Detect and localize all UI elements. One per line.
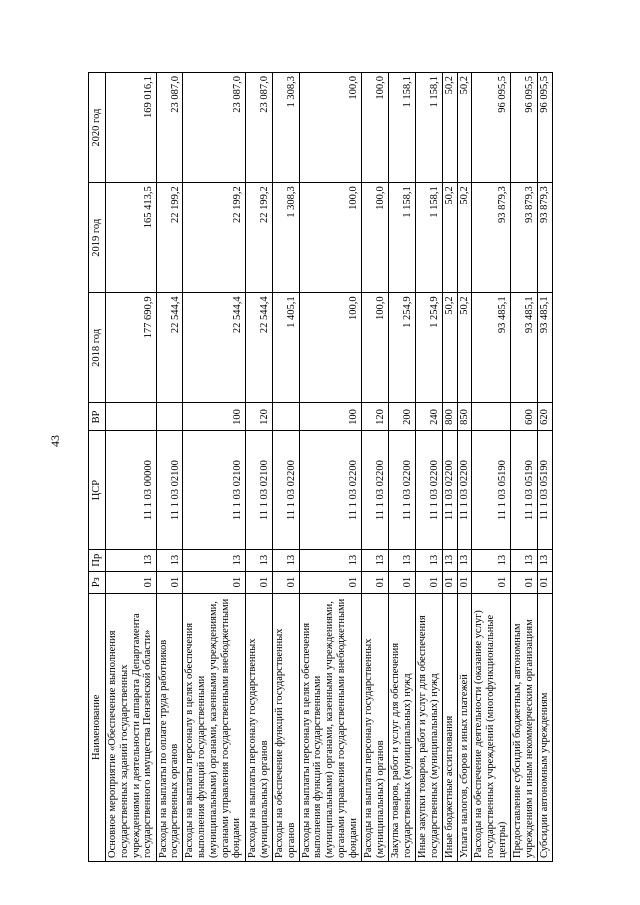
row-name-cell: Закупка товаров, работ и услуг для обеспечения государственных (муниципальных) нужд bbox=[388, 593, 415, 861]
table-row bbox=[415, 73, 442, 862]
row-name-cell: Предоставление субсидий бюджетным, автономным учреждениям и иным некоммерческим организациям bbox=[511, 593, 538, 861]
row-pr-cell: 13 bbox=[472, 549, 511, 571]
row-2018-cell: 22 544,4 bbox=[183, 293, 246, 403]
row-pr-cell: 13 bbox=[245, 549, 272, 571]
table-row bbox=[362, 73, 389, 862]
row-csr-cell: 11 1 03 02200 bbox=[415, 431, 442, 549]
row-name-cell: Основное мероприятие «Обеспечение выполнения государственных заданий государственных учреждениями и деятельности аппарата Департамента государственного имущества Пензенской области» bbox=[106, 593, 157, 861]
header-2018: 2018 год bbox=[89, 293, 106, 403]
header-pr: Пр bbox=[89, 549, 106, 571]
row-2020-cell: 100,0 bbox=[299, 73, 362, 183]
row-2018-cell: 1 254,9 bbox=[388, 293, 415, 403]
row-vr-cell: 850 bbox=[457, 403, 472, 431]
row-2020-cell: 50,2 bbox=[442, 73, 457, 183]
row-2020-cell: 96 095,5 bbox=[472, 73, 511, 183]
row-vr-cell: 120 bbox=[362, 403, 389, 431]
row-pr-cell: 13 bbox=[299, 549, 362, 571]
row-2019-cell: 50,2 bbox=[457, 183, 472, 293]
row-name-cell: Расходы на выплаты персоналу в целях обеспечения выполнения функций государственными (муниципальными) органами, казенными учреждениями, органами управления государственными внебюджетными фондами bbox=[299, 593, 362, 861]
row-2020-cell: 96 095,5 bbox=[511, 73, 538, 183]
table-row bbox=[106, 73, 157, 862]
row-name-cell: Иные закупки товаров, работ и услуг для обеспечения государственных (муниципальных) нужд bbox=[415, 593, 442, 861]
row-rz-cell: 01 bbox=[299, 571, 362, 593]
row-vr-cell: 100 bbox=[183, 403, 246, 431]
row-pr-cell: 13 bbox=[415, 549, 442, 571]
table-row bbox=[442, 73, 457, 862]
row-2020-cell: 50,2 bbox=[457, 73, 472, 183]
row-2019-cell: 165 413,5 bbox=[106, 183, 157, 293]
row-pr-cell: 13 bbox=[272, 549, 299, 571]
row-rz-cell: 01 bbox=[245, 571, 272, 593]
row-2019-cell: 93 879,3 bbox=[472, 183, 511, 293]
table-header-row bbox=[89, 73, 106, 862]
row-vr-cell: 620 bbox=[538, 403, 553, 431]
row-vr-cell: 200 bbox=[388, 403, 415, 431]
row-2018-cell: 22 544,4 bbox=[245, 293, 272, 403]
table-row bbox=[299, 73, 362, 862]
row-vr-cell bbox=[272, 403, 299, 431]
row-vr-cell: 240 bbox=[415, 403, 442, 431]
row-2019-cell: 22 199,2 bbox=[245, 183, 272, 293]
row-name-cell: Расходы на обеспечение деятельности (оказание услуг) государственных учреждений (многофункциональные центры) bbox=[472, 593, 511, 861]
row-vr-cell bbox=[156, 403, 183, 431]
row-pr-cell: 13 bbox=[156, 549, 183, 571]
row-2018-cell: 93 485,1 bbox=[511, 293, 538, 403]
row-2019-cell: 1 158,1 bbox=[415, 183, 442, 293]
row-2020-cell: 1 158,1 bbox=[415, 73, 442, 183]
row-rz-cell: 01 bbox=[457, 571, 472, 593]
row-2018-cell: 93 485,1 bbox=[538, 293, 553, 403]
row-csr-cell: 11 1 03 02200 bbox=[362, 431, 389, 549]
row-rz-cell: 01 bbox=[511, 571, 538, 593]
row-csr-cell: 11 1 03 02200 bbox=[299, 431, 362, 549]
table-row bbox=[156, 73, 183, 862]
row-2018-cell: 50,2 bbox=[442, 293, 457, 403]
row-2019-cell: 22 199,2 bbox=[156, 183, 183, 293]
row-pr-cell: 13 bbox=[538, 549, 553, 571]
row-rz-cell: 01 bbox=[538, 571, 553, 593]
row-rz-cell: 01 bbox=[415, 571, 442, 593]
page-number: 43 bbox=[48, 435, 62, 447]
header-vr: ВР bbox=[89, 403, 106, 431]
table-row bbox=[272, 73, 299, 862]
budget-table-rotated bbox=[88, 72, 553, 862]
row-csr-cell: 11 1 03 05190 bbox=[538, 431, 553, 549]
budget-table bbox=[88, 72, 553, 862]
row-2018-cell: 93 485,1 bbox=[472, 293, 511, 403]
row-2019-cell: 100,0 bbox=[299, 183, 362, 293]
row-rz-cell: 01 bbox=[388, 571, 415, 593]
row-pr-cell: 13 bbox=[442, 549, 457, 571]
row-2019-cell: 93 879,3 bbox=[538, 183, 553, 293]
table-row bbox=[388, 73, 415, 862]
row-2019-cell: 50,2 bbox=[442, 183, 457, 293]
row-csr-cell: 11 1 03 02200 bbox=[272, 431, 299, 549]
row-rz-cell: 01 bbox=[472, 571, 511, 593]
row-2018-cell: 1 254,9 bbox=[415, 293, 442, 403]
row-2018-cell: 50,2 bbox=[457, 293, 472, 403]
row-vr-cell: 600 bbox=[511, 403, 538, 431]
row-csr-cell: 11 1 03 02200 bbox=[442, 431, 457, 549]
table-row bbox=[183, 73, 246, 862]
row-2020-cell: 100,0 bbox=[362, 73, 389, 183]
table-row bbox=[511, 73, 538, 862]
row-pr-cell: 13 bbox=[388, 549, 415, 571]
row-name-cell: Расходы на выплаты персоналу государственных (муниципальных) органов bbox=[362, 593, 389, 861]
row-csr-cell: 11 1 03 02200 bbox=[457, 431, 472, 549]
table-row bbox=[472, 73, 511, 862]
row-2018-cell: 100,0 bbox=[299, 293, 362, 403]
row-rz-cell: 01 bbox=[183, 571, 246, 593]
row-2019-cell: 1 308,3 bbox=[272, 183, 299, 293]
row-2018-cell: 22 544,4 bbox=[156, 293, 183, 403]
row-2020-cell: 23 087,0 bbox=[183, 73, 246, 183]
row-name-cell: Расходы на выплаты по оплате труда работников государственных органов bbox=[156, 593, 183, 861]
row-2019-cell: 93 879,3 bbox=[511, 183, 538, 293]
row-vr-cell: 800 bbox=[442, 403, 457, 431]
row-name-cell: Субсидии автономным учреждениям bbox=[538, 593, 553, 861]
row-vr-cell bbox=[472, 403, 511, 431]
table-row bbox=[457, 73, 472, 862]
row-name-cell: Иные бюджетные ассигнования bbox=[442, 593, 457, 861]
row-pr-cell: 13 bbox=[106, 549, 157, 571]
header-2019: 2019 год bbox=[89, 183, 106, 293]
row-csr-cell: 11 1 03 02100 bbox=[156, 431, 183, 549]
table-row bbox=[245, 73, 272, 862]
row-vr-cell: 120 bbox=[245, 403, 272, 431]
row-2020-cell: 1 158,1 bbox=[388, 73, 415, 183]
row-csr-cell: 11 1 03 05190 bbox=[511, 431, 538, 549]
row-vr-cell bbox=[106, 403, 157, 431]
row-2020-cell: 23 087,0 bbox=[156, 73, 183, 183]
row-2019-cell: 100,0 bbox=[362, 183, 389, 293]
row-rz-cell: 01 bbox=[156, 571, 183, 593]
header-name: Наименование bbox=[89, 593, 106, 861]
row-csr-cell: 11 1 03 00000 bbox=[106, 431, 157, 549]
row-2020-cell: 169 016,1 bbox=[106, 73, 157, 183]
header-csr: ЦСР bbox=[89, 431, 106, 549]
row-2020-cell: 1 308,3 bbox=[272, 73, 299, 183]
header-2020: 2020 год bbox=[89, 73, 106, 183]
row-2019-cell: 1 158,1 bbox=[388, 183, 415, 293]
row-csr-cell: 11 1 03 05190 bbox=[472, 431, 511, 549]
row-csr-cell: 11 1 03 02100 bbox=[183, 431, 246, 549]
row-rz-cell: 01 bbox=[272, 571, 299, 593]
row-rz-cell: 01 bbox=[442, 571, 457, 593]
row-rz-cell: 01 bbox=[106, 571, 157, 593]
row-vr-cell: 100 bbox=[299, 403, 362, 431]
row-name-cell: Расходы на обеспечение функций государственных органов bbox=[272, 593, 299, 861]
row-csr-cell: 11 1 03 02200 bbox=[388, 431, 415, 549]
row-csr-cell: 11 1 03 02100 bbox=[245, 431, 272, 549]
row-2019-cell: 22 199,2 bbox=[183, 183, 246, 293]
row-2020-cell: 23 087,0 bbox=[245, 73, 272, 183]
row-rz-cell: 01 bbox=[362, 571, 389, 593]
row-pr-cell: 13 bbox=[183, 549, 246, 571]
row-pr-cell: 13 bbox=[511, 549, 538, 571]
row-name-cell: Уплата налогов, сборов и иных платежей bbox=[457, 593, 472, 861]
table-row bbox=[538, 73, 553, 862]
row-2018-cell: 1 405,1 bbox=[272, 293, 299, 403]
header-rz: Рз bbox=[89, 571, 106, 593]
row-2018-cell: 100,0 bbox=[362, 293, 389, 403]
row-pr-cell: 13 bbox=[362, 549, 389, 571]
row-name-cell: Расходы на выплаты персоналу государственных (муниципальных) органов bbox=[245, 593, 272, 861]
row-pr-cell: 13 bbox=[457, 549, 472, 571]
row-2020-cell: 96 095,5 bbox=[538, 73, 553, 183]
row-2018-cell: 177 690,9 bbox=[106, 293, 157, 403]
row-name-cell: Расходы на выплаты персоналу в целях обеспечения выполнения функций государственными (муниципальными) органами, казенными учреждениями, органами управления государственными внебюджетными фондами bbox=[183, 593, 246, 861]
